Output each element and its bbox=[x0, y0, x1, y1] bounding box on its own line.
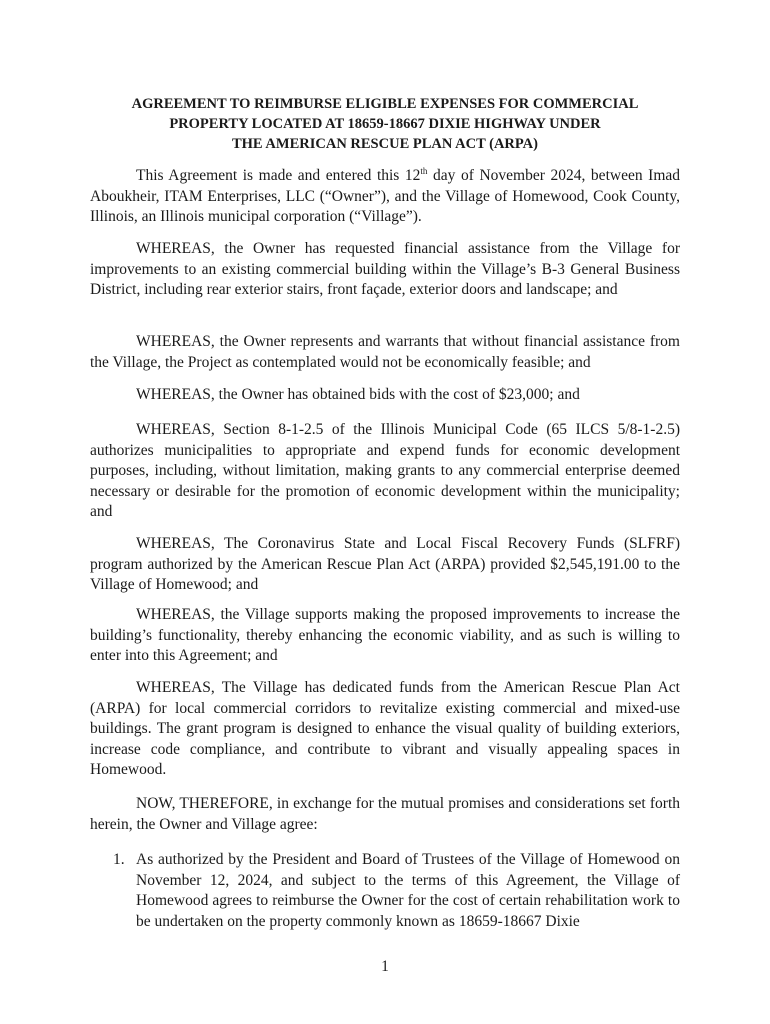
whereas-paragraph: WHEREAS, The Coronavirus State and Local Fiscal Recovery Funds (SLFRF) program authorized by the American Rescue Plan Act (ARPA) provided $2,545,191.00 to the Village of Homewood; and bbox=[90, 535, 680, 593]
list-item bbox=[113, 850, 680, 932]
title-line: AGREEMENT TO REIMBURSE ELIGIBLE EXPENSES FOR COMMERCIAL bbox=[131, 96, 639, 112]
whereas-paragraph: WHEREAS, the Owner represents and warrants that without financial assistance from the Village, the Project as contemplated would not be economically feasible; and bbox=[90, 333, 680, 371]
intro-text-end: day of November 2024, between Imad Aboukheir, ITAM Enterprises, LLC (“Owner”), and the Village of Homewood, Cook County, Illinois, an Illinois municipal corporation (“Village”). bbox=[90, 167, 681, 225]
list-item-number: 1. bbox=[113, 851, 125, 868]
now-therefore-paragraph: NOW, THEREFORE, in exchange for the mutual promises and considerations set forth herein, the Owner and Village agree: bbox=[90, 795, 680, 833]
whereas-paragraph: WHEREAS, the Owner has requested financial assistance from the Village for improvements to an existing commercial building within the Village’s B-3 General Business District, including rear exterior stairs, front façade, exterior doors and landscape; and bbox=[90, 240, 680, 298]
intro-text-start: This Agreement is made and entered this 12 bbox=[136, 167, 421, 184]
intro-paragraph bbox=[90, 166, 680, 228]
list-item-text: As authorized by the President and Board of Trustees of the Village of Homewood on November 12, 2024, and subject to the terms of this Agreement, the Village of Homewood agrees to reimburse the Owner for the cost of certain rehabilitation work to be undertaken on the property commonly known as 18659-18667 Dixie bbox=[136, 851, 680, 930]
document-title bbox=[90, 94, 680, 154]
whereas-paragraph: WHEREAS, the Village supports making the proposed improvements to increase the building’s functionality, thereby enhancing the economic viability, and as such is willing to enter into this Agreement; and bbox=[90, 606, 680, 664]
whereas-paragraph: WHEREAS, the Owner has obtained bids with the cost of $23,000; and bbox=[136, 386, 580, 403]
whereas-paragraph: WHEREAS, Section 8-1-2.5 of the Illinois Municipal Code (65 ILCS 5/8-1-2.5) authorizes municipalities to appropriate and expend funds for economic development purposes, including, without limitation, making grants to any commercial enterprise deemed necessary or desirable for the promotion of economic development within the municipality; and bbox=[90, 421, 680, 520]
title-line: THE AMERICAN RESCUE PLAN ACT (ARPA) bbox=[231, 136, 538, 152]
whereas-paragraph: WHEREAS, The Village has dedicated funds from the American Rescue Plan Act (ARPA) for local commercial corridors to revitalize existing commercial and mixed-use buildings. The grant program is designed to enhance the visual quality of building exteriors, increase code compliance, and contribute to vibrant and visually appealing spaces in Homewood. bbox=[90, 679, 680, 778]
ordinal-suffix: th bbox=[420, 165, 428, 176]
title-line: PROPERTY LOCATED AT 18659-18667 DIXIE HIGHWAY UNDER bbox=[169, 116, 601, 132]
page-number: 1 bbox=[381, 958, 389, 975]
